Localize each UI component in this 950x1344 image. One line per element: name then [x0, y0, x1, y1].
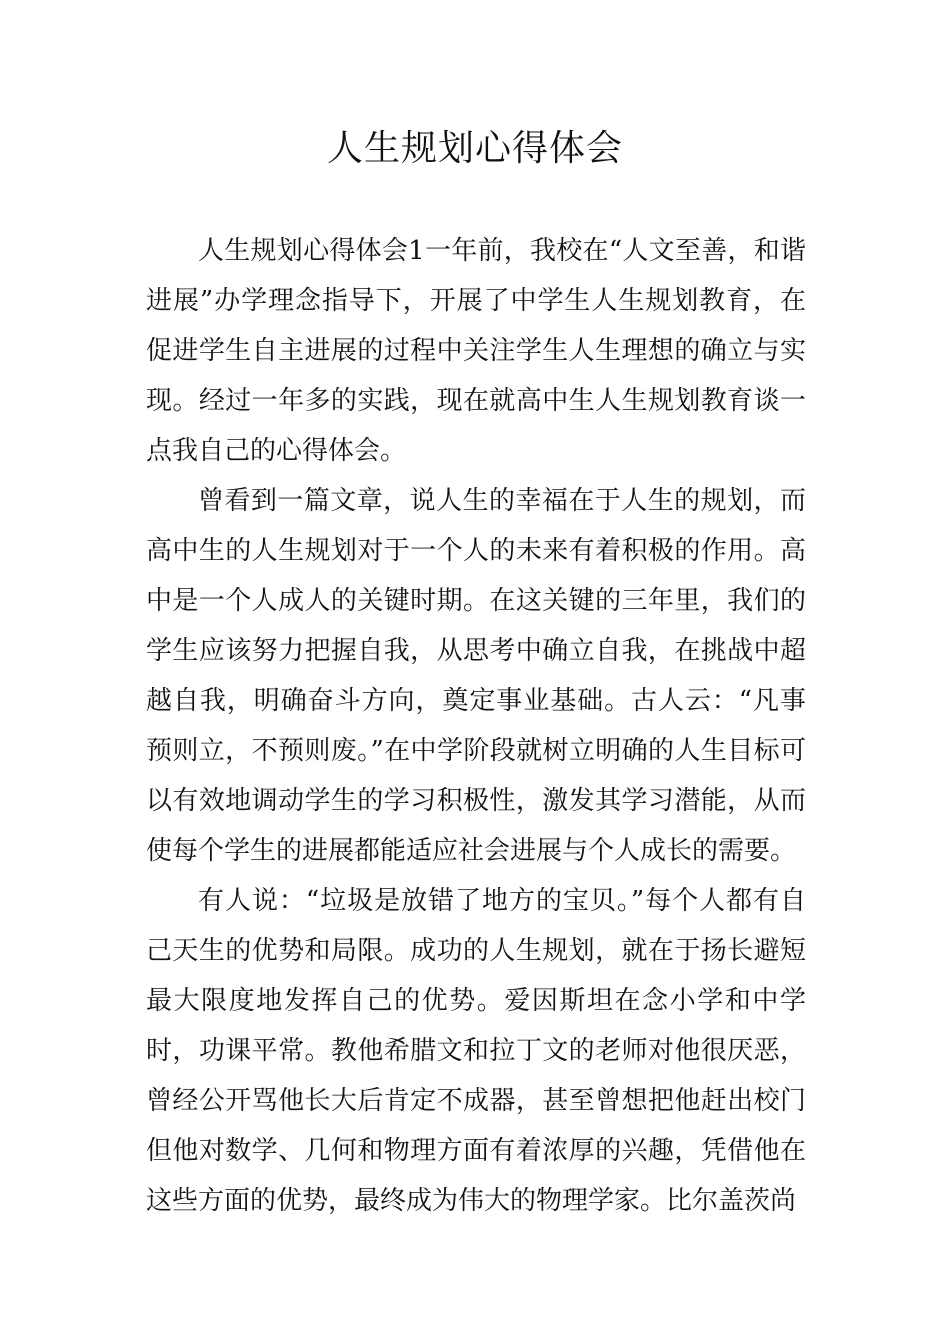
paragraph-3: 有人说：“垃圾是放错了地方的宝贝。”每个人都有自己天生的优势和局限。成功的人生规划，就在于扬长避短最大限度地发挥自己的优势。爱因斯坦在念小学和中学时，功课平常。教他希腊文和拉丁文的老师对他很厌恶，曾经公开骂他长大后肯定不成器，甚至曾想把他赶出校门但他对数学、几何和物理方面有着浓厚的兴趣，凭借他在这些方面的优势，最终成为伟大的物理学家。比尔盖茨尚: [146, 886, 806, 1216]
paragraph-1: 人生规划心得体会1一年前，我校在“人文至善，和谐进展”办学理念指导下，开展了中学生人生规划教育，在促进学生自主进展的过程中关注学生人生理想的确立与实现。经过一年多的实践，现在就高中生人生规划教育谈一点我自己的心得体会。: [146, 236, 806, 466]
paragraph-2: 曾看到一篇文章，说人生的幸福在于人生的规划，而高中生的人生规划对于一个人的未来有着积极的作用。高中是一个人成人的关键时期。在这关键的三年里，我们的学生应该努力把握自我，从思考中确立自我，在挑战中超越自我，明确奋斗方向，奠定事业基础。古人云：“凡事预则立，不预则废。”在中学阶段就树立明确的人生目标可以有效地调动学生的学习积极性，激发其学习潜能，从而使每个学生的进展都能适应社会进展与个人成长的需要。: [146, 486, 806, 866]
document-title: 人生规划心得体会: [326, 128, 623, 169]
document-body: [146, 226, 806, 1226]
